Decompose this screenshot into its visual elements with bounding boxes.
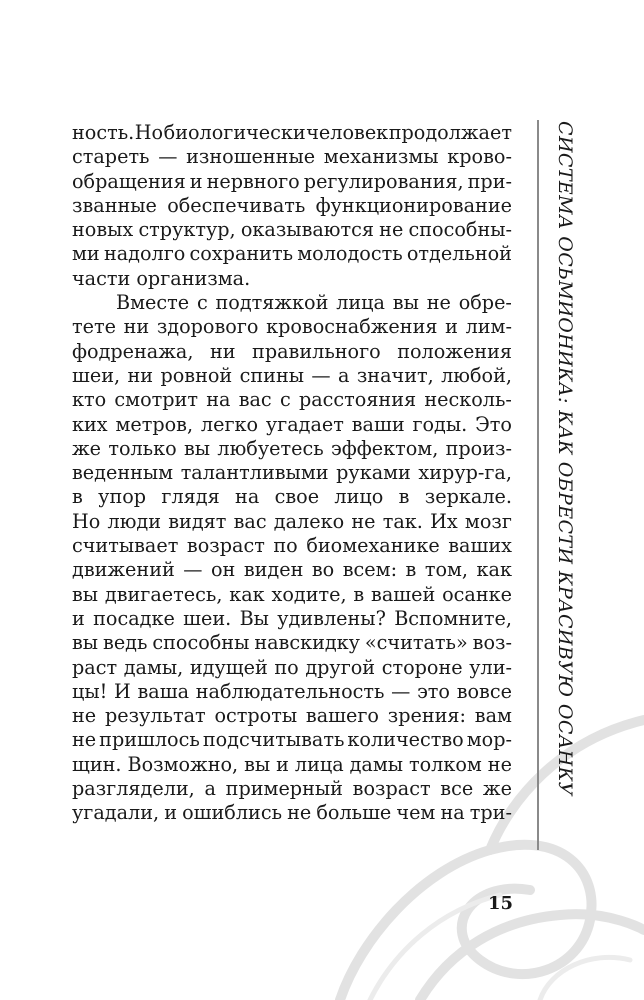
word: стороне [381, 655, 463, 679]
word: Вспомните, [394, 606, 512, 630]
word: с [279, 388, 291, 412]
word: виден [243, 558, 304, 582]
word: метров, [115, 412, 194, 436]
word: удивлены? [277, 606, 386, 630]
word: легко [200, 412, 259, 436]
word: всем: [342, 558, 398, 582]
word: считывает [72, 534, 179, 558]
word: вовсе [456, 679, 512, 703]
text-line [72, 704, 512, 728]
text-line [72, 364, 512, 388]
word: кровоснабжения [266, 315, 438, 339]
text-line [72, 194, 512, 218]
word: толком [409, 752, 482, 776]
word: наблюдательность [195, 679, 385, 703]
word: на [440, 801, 465, 825]
word: отдельной [406, 242, 512, 266]
word: при- [467, 169, 512, 193]
word: смотрит [114, 388, 198, 412]
word: руками [336, 461, 411, 485]
word: Но [72, 509, 101, 533]
word: молодость [297, 242, 403, 266]
word: ошиблись [182, 801, 283, 825]
word: ваших [448, 534, 512, 558]
word: навскидку [254, 631, 360, 655]
word: угадали, [72, 801, 160, 825]
word: чем [396, 801, 436, 825]
word: вашего [305, 704, 379, 728]
word: лицо [334, 485, 384, 509]
word: — [391, 679, 411, 703]
word: а [337, 363, 350, 387]
word: не [72, 728, 97, 752]
text-line [72, 656, 512, 680]
word: дамы, [123, 655, 184, 679]
word: — [158, 145, 178, 169]
word: в [72, 485, 83, 509]
word: годы. [412, 412, 468, 436]
text-line [72, 485, 512, 509]
word: три- [469, 801, 512, 825]
word: далеко [273, 509, 345, 533]
word: вас [233, 509, 267, 533]
page-number: 15 [488, 893, 514, 914]
word: способны [152, 631, 250, 655]
text-line [72, 413, 512, 437]
word: на [206, 388, 231, 412]
word: осанке [442, 582, 512, 606]
word: угадает [265, 412, 344, 436]
word: вы [184, 436, 211, 460]
word: пришлось [99, 728, 200, 752]
word: результат [104, 704, 206, 728]
word: только [108, 436, 177, 460]
word: ваши [351, 412, 405, 436]
word: другой [305, 655, 376, 679]
word: не [426, 291, 451, 315]
word: несколь- [424, 388, 512, 412]
text-line [72, 558, 512, 582]
word: биологически [163, 121, 306, 144]
text-line [72, 170, 512, 194]
word: Их [430, 509, 458, 533]
text-line [72, 291, 512, 315]
word: это [417, 679, 450, 703]
word: так. [382, 509, 423, 533]
word: же [482, 777, 512, 801]
word: как [476, 558, 512, 582]
word: в [398, 485, 410, 509]
word: мозг [464, 509, 512, 533]
text-line [72, 388, 512, 412]
word: вас [238, 388, 272, 412]
word: лица [294, 752, 344, 776]
word: по [273, 534, 298, 558]
word: а [204, 777, 216, 801]
word: ни [123, 315, 150, 339]
word: во [311, 558, 335, 582]
word: здорового [156, 315, 259, 339]
word: нервного [206, 169, 300, 193]
word: не [379, 218, 404, 242]
word: лица [336, 291, 385, 315]
word: хирур-га, [418, 461, 512, 485]
text-line [72, 777, 512, 801]
word: биомеханике [306, 534, 440, 558]
word: разглядели, [72, 777, 195, 801]
word: оказываются [240, 218, 374, 242]
word: шеи, [72, 363, 121, 387]
word: вам [474, 704, 512, 728]
text-line [72, 753, 512, 777]
word: воз- [472, 631, 512, 655]
word: «считать» [364, 631, 468, 655]
text-line [72, 437, 512, 461]
word: остроты [214, 704, 298, 728]
word: Вместе [116, 291, 190, 315]
word: в [353, 582, 365, 606]
word: дамы [349, 752, 404, 776]
word: правильного [252, 339, 381, 363]
word: продолжает [388, 121, 512, 144]
word: способны- [408, 218, 512, 242]
word: И [114, 679, 131, 703]
text-line [72, 728, 512, 752]
word: том, [424, 558, 469, 582]
word: раст [72, 655, 118, 679]
word: любуетесь [217, 436, 324, 460]
word: положения [397, 339, 512, 363]
text-line [72, 631, 512, 655]
word: Это [475, 412, 512, 436]
word: и [72, 606, 85, 630]
word: веденным [72, 461, 174, 485]
word: ни [209, 339, 236, 363]
word: зрения: [387, 704, 466, 728]
word: и [445, 315, 458, 339]
word: фодренажа, [72, 339, 194, 363]
word: двигаетесь, [104, 582, 223, 606]
word: больше [316, 801, 392, 825]
word: глядя [161, 485, 220, 509]
word: Вы [239, 606, 269, 630]
word: примерный [225, 777, 343, 801]
word: вы [72, 631, 99, 655]
word: возраст [186, 534, 265, 558]
word: ведь [103, 631, 148, 655]
word: зеркале. [424, 485, 512, 509]
word: не [351, 509, 376, 533]
body-text [72, 121, 512, 826]
running-head: СИСТЕМА ОСЬМИОНИКА: КАК ОБРЕСТИ КРАСИВУЮ ОСАНКУ [554, 121, 576, 796]
word: не [287, 801, 312, 825]
word: любой, [441, 363, 512, 387]
word: ваша [137, 679, 190, 703]
word: ность. [72, 121, 135, 144]
word: мор- [466, 728, 512, 752]
word: новых [72, 218, 134, 242]
word: свое [274, 485, 320, 509]
word: все [440, 777, 474, 801]
word: ровной [160, 363, 233, 387]
word: цы! [72, 679, 108, 703]
word: не [487, 752, 512, 776]
word: структур, [138, 218, 236, 242]
word: талантливыми [180, 461, 329, 485]
word: Возможно, [127, 752, 239, 776]
word: щин. [72, 752, 122, 776]
word: движений [72, 558, 175, 582]
word: обращения [72, 169, 186, 193]
word: эффектом, [330, 436, 439, 460]
word: регулирования, [303, 169, 464, 193]
word: упор [98, 485, 147, 509]
word: по [274, 655, 299, 679]
text-line [72, 801, 512, 825]
word: Но [134, 121, 164, 144]
word: вы [244, 752, 271, 776]
word: и [276, 752, 289, 776]
word: видят [168, 509, 227, 533]
text-line [72, 583, 512, 607]
word: тете [72, 315, 116, 339]
word: надолго [103, 242, 186, 266]
text-line [72, 242, 512, 266]
word: и [164, 801, 178, 825]
text-line [72, 145, 512, 169]
word: подсчитывать [202, 728, 345, 752]
word: не [72, 704, 97, 728]
word: спины [239, 363, 305, 387]
word: на [235, 485, 260, 509]
word: произ- [445, 436, 512, 460]
word: ких [72, 412, 108, 436]
text-line [72, 680, 512, 704]
word: же [72, 436, 102, 460]
text-line [72, 315, 512, 339]
word: значит, [356, 363, 434, 387]
word: механизмы [323, 145, 439, 169]
word: обеспечивать [167, 193, 306, 217]
word: обре- [458, 291, 512, 315]
word: крово- [447, 145, 512, 169]
word: ми [72, 242, 100, 266]
word: вашей [371, 582, 436, 606]
word: люди [107, 509, 162, 533]
word: шеи. [183, 606, 232, 630]
word: ходите, [271, 582, 347, 606]
word: идущей [189, 655, 268, 679]
word: — [311, 363, 331, 387]
word: и [189, 169, 203, 193]
word: — [183, 558, 203, 582]
text-line [72, 461, 512, 485]
text-line [72, 121, 512, 145]
margin-divider [537, 120, 539, 850]
word: с [196, 291, 208, 315]
word: сохранить [189, 242, 294, 266]
word: званные [72, 193, 157, 217]
text-line [72, 218, 512, 242]
text-line [72, 340, 512, 364]
word: лим- [465, 315, 512, 339]
word: возраст [352, 777, 431, 801]
word: вы [72, 582, 99, 606]
word: как [229, 582, 265, 606]
text-line [72, 607, 512, 631]
word: в [405, 558, 417, 582]
text-line [72, 534, 512, 558]
word: ни [127, 363, 154, 387]
word: посадке [93, 606, 175, 630]
word: количество [347, 728, 464, 752]
word: ули- [469, 655, 512, 679]
word: кто [72, 388, 107, 412]
word: функционирование [315, 193, 512, 217]
text-line: части организма. [72, 266, 251, 290]
word: он [210, 558, 236, 582]
word: изношенные [186, 145, 316, 169]
word: стареть [72, 145, 150, 169]
word: вы [392, 291, 419, 315]
word: человек [306, 121, 389, 144]
word: расстояния [298, 388, 417, 412]
word: подтяжкой [215, 291, 329, 315]
text-line [72, 510, 512, 534]
